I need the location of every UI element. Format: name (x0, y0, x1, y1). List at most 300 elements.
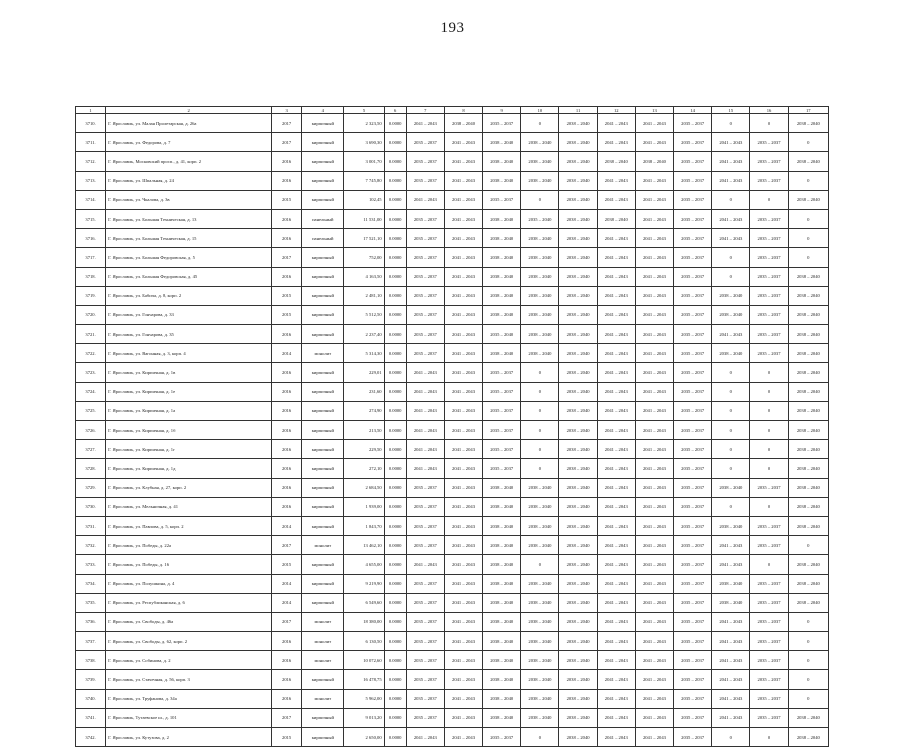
table-cell: 2041 – 2043 (635, 440, 673, 459)
table-cell: Г. Ярославль, ул. Кирпичная, д. 1е (106, 382, 272, 401)
table-cell: 3731. (76, 516, 106, 535)
table-cell: 2038 – 2040 (483, 305, 521, 324)
table-cell: 2038 – 2040 (483, 574, 521, 593)
table-cell: 2041 – 2043 (406, 190, 444, 209)
table-cell: 2041 – 2043 (444, 421, 482, 440)
table-cell: 2041 – 2043 (406, 382, 444, 401)
table-cell: 2041 – 2043 (444, 478, 482, 497)
table-cell: кирпичный (302, 421, 344, 440)
table-cell: 2041 – 2043 (635, 209, 673, 228)
table-cell: Г. Ярославль, ул. Большая Федоровская, д. 45 (106, 267, 272, 286)
table-cell: 2035 – 2037 (674, 555, 712, 574)
table-cell: кирпичный (302, 286, 344, 305)
table-cell: 2035 – 2037 (750, 670, 788, 689)
table-cell: Г. Ярославль, ул. Чкалова, д. 3в (106, 190, 272, 209)
table-cell: 2038 – 2040 (483, 632, 521, 651)
table-cell: 2038 – 2040 (712, 305, 750, 324)
table-cell: 2041 – 2043 (444, 248, 482, 267)
table-cell: 3738. (76, 651, 106, 670)
table-cell: 2041 – 2043 (597, 382, 635, 401)
table-cell: 2035 – 2037 (483, 421, 521, 440)
table-cell: 2041 – 2043 (635, 670, 673, 689)
table-cell: 2041 – 2043 (597, 708, 635, 727)
table-cell: 1 939,00 (344, 497, 384, 516)
table-cell: 2038 – 2040 (788, 459, 828, 478)
table-cell: 2038 – 2040 (788, 728, 828, 747)
table-cell: 0 (712, 728, 750, 747)
table-cell: 2035 – 2040 (521, 209, 559, 228)
table-cell: 2035 – 2037 (406, 593, 444, 612)
table-cell: 2035 – 2037 (406, 651, 444, 670)
table-cell: 2038 – 2040 (521, 267, 559, 286)
table-cell: кирпичный (302, 325, 344, 344)
table-row (76, 593, 829, 612)
table-cell: 2038 – 2040 (559, 728, 597, 747)
table-cell: 2016 (272, 325, 302, 344)
table-cell: 2041 – 2043 (444, 382, 482, 401)
table-cell: 2041 – 2043 (444, 708, 482, 727)
table-cell: 2035 – 2037 (750, 152, 788, 171)
table-cell: 5 512,50 (344, 305, 384, 324)
table-cell: 3730. (76, 497, 106, 516)
table-cell: Г. Ярославль, ул. Свободы, д. 46а (106, 612, 272, 631)
table-cell: 2041 – 2043 (444, 190, 482, 209)
table-cell: 2041 – 2043 (597, 516, 635, 535)
table-cell: 9 219,90 (344, 574, 384, 593)
column-header: 15 (712, 107, 750, 114)
table-cell: 2038 – 2040 (521, 478, 559, 497)
table-row (76, 305, 829, 324)
table-cell: 2035 – 2037 (406, 670, 444, 689)
table-cell: 2041 – 2043 (635, 555, 673, 574)
table-cell: 2038 – 2040 (483, 651, 521, 670)
table-cell: Г. Ярославль, ул. Труфанова, д. 34а (106, 689, 272, 708)
table-cell: 2041 – 2043 (635, 708, 673, 727)
table-cell: 0 (750, 363, 788, 382)
table-cell: 2038 – 2040 (712, 516, 750, 535)
table-cell: 2041 – 2043 (444, 497, 482, 516)
table-cell: 2041 – 2043 (712, 171, 750, 190)
table-cell: 2016 (272, 401, 302, 420)
table-cell: 2041 – 2043 (444, 152, 482, 171)
table-cell: 2035 – 2037 (750, 133, 788, 152)
table-row (76, 190, 829, 209)
table-cell: 2041 – 2043 (597, 229, 635, 248)
table-cell: 229,50 (344, 440, 384, 459)
table-cell: 2035 – 2037 (674, 267, 712, 286)
table-row (76, 382, 829, 401)
table-cell: 3741. (76, 708, 106, 727)
column-header: 17 (788, 107, 828, 114)
table-cell: 2038 – 2040 (559, 536, 597, 555)
table-cell: 0 (712, 401, 750, 420)
table-cell: 2035 – 2037 (406, 305, 444, 324)
table-cell: 0 (712, 363, 750, 382)
table-cell: 2014 (272, 574, 302, 593)
table-cell: 0.0000 (384, 651, 406, 670)
table-cell: 2 650,00 (344, 728, 384, 747)
table-cell: 2038 – 2040 (559, 286, 597, 305)
table-cell: 2041 – 2043 (444, 574, 482, 593)
table-cell: 2041 – 2043 (597, 689, 635, 708)
table-cell: 2041 – 2043 (444, 363, 482, 382)
table-cell: 2 481,10 (344, 286, 384, 305)
table-cell: 2038 – 2040 (444, 114, 482, 133)
table-cell: 2041 – 2043 (444, 325, 482, 344)
table-cell: 2041 – 2043 (597, 536, 635, 555)
column-header: 10 (521, 107, 559, 114)
table-cell: 2038 – 2040 (788, 382, 828, 401)
table-cell: 2035 – 2037 (750, 229, 788, 248)
table-cell: 2035 – 2037 (674, 516, 712, 535)
table-cell: 2016 (272, 459, 302, 478)
table-cell: 2038 – 2040 (788, 325, 828, 344)
table-cell: кирпичный (302, 171, 344, 190)
table-row (76, 209, 829, 228)
table-cell: 2041 – 2043 (635, 190, 673, 209)
table-cell: 2035 – 2037 (483, 459, 521, 478)
table-cell: 2038 – 2040 (483, 478, 521, 497)
table-cell: 274,90 (344, 401, 384, 420)
table-cell: 2041 – 2043 (444, 229, 482, 248)
table-cell: 2035 – 2037 (674, 612, 712, 631)
table-cell: 2038 – 2040 (483, 708, 521, 727)
table-cell: 2041 – 2043 (712, 689, 750, 708)
table-cell: 2038 – 2040 (597, 152, 635, 171)
table-cell: 5 962,00 (344, 689, 384, 708)
table-cell: кирпичный (302, 728, 344, 747)
table-cell: Г. Ярославль, ул. Клубная, д. 27, корп. 2 (106, 478, 272, 497)
table-cell: 6 549,60 (344, 593, 384, 612)
table-cell: 2035 – 2037 (674, 478, 712, 497)
table-cell: 2038 – 2040 (559, 593, 597, 612)
table-row (76, 152, 829, 171)
table-cell: 2041 – 2043 (635, 229, 673, 248)
table-cell: 2035 – 2037 (674, 574, 712, 593)
table-cell: 2038 – 2040 (559, 708, 597, 727)
table-cell: 2038 – 2040 (559, 440, 597, 459)
table-cell: 2041 – 2043 (597, 171, 635, 190)
table-cell: 2038 – 2040 (788, 152, 828, 171)
table-cell: Г. Ярославль, ул. Кирпичная, д. 1д (106, 459, 272, 478)
table-cell: 6 130,50 (344, 632, 384, 651)
table-cell: 3726. (76, 421, 106, 440)
table-cell: 2038 – 2040 (559, 612, 597, 631)
table-cell: 2041 – 2043 (444, 516, 482, 535)
table-row (76, 612, 829, 631)
table-row (76, 344, 829, 363)
table-cell: 0 (521, 555, 559, 574)
table-cell: 2035 – 2037 (483, 190, 521, 209)
table-header-row (76, 107, 829, 114)
table-cell: 2038 – 2040 (483, 516, 521, 535)
table-cell: 2041 – 2043 (635, 593, 673, 612)
table-cell: 3712. (76, 152, 106, 171)
table-cell: Г. Ярославль, ул. Шпальная, д. 24 (106, 171, 272, 190)
table-cell: 2041 – 2043 (635, 248, 673, 267)
table-cell: 2041 – 2043 (444, 632, 482, 651)
table-cell: 0.0000 (384, 440, 406, 459)
table-row (76, 555, 829, 574)
table-cell: 2035 – 2037 (674, 401, 712, 420)
table-cell: кирпичный (302, 516, 344, 535)
table-cell: Г. Ярославль, ул. Павлова, д. 5, корп. 2 (106, 516, 272, 535)
table-cell: 2041 – 2043 (597, 459, 635, 478)
table-cell: 229,01 (344, 363, 384, 382)
table-cell: 3729. (76, 478, 106, 497)
table-cell: 2035 – 2037 (674, 536, 712, 555)
table-cell: 2038 – 2040 (788, 555, 828, 574)
column-header: 7 (406, 107, 444, 114)
table-cell: 2041 – 2043 (406, 114, 444, 133)
table-cell: 2041 – 2043 (406, 728, 444, 747)
table-cell: панельный (302, 229, 344, 248)
table-cell: 2041 – 2043 (635, 612, 673, 631)
table-cell: 2041 – 2043 (444, 593, 482, 612)
table-cell: 2038 – 2040 (521, 248, 559, 267)
table-cell: 2038 – 2040 (521, 171, 559, 190)
table-cell: 2041 – 2043 (635, 267, 673, 286)
table-cell: 0 (750, 421, 788, 440)
table-cell: 213,50 (344, 421, 384, 440)
table-cell: 2041 – 2043 (597, 632, 635, 651)
table-cell: 3737. (76, 632, 106, 651)
table-cell: 2035 – 2037 (750, 632, 788, 651)
table-cell: 2041 – 2043 (597, 440, 635, 459)
table-cell: 2041 – 2043 (635, 459, 673, 478)
table-cell: 2041 – 2043 (635, 344, 673, 363)
table-cell: 2016 (272, 497, 302, 516)
table-cell: 0 (750, 114, 788, 133)
table-cell: 0 (750, 497, 788, 516)
table-cell: 2041 – 2043 (635, 325, 673, 344)
table-cell: 2038 – 2040 (559, 651, 597, 670)
table-cell: 2038 – 2040 (483, 209, 521, 228)
table-cell: 0 (521, 363, 559, 382)
table-cell: 2038 – 2040 (788, 574, 828, 593)
table-cell: 2035 – 2037 (406, 267, 444, 286)
table-cell: 5 314,30 (344, 344, 384, 363)
table-cell: 2041 – 2043 (444, 689, 482, 708)
table-cell: кирпичный (302, 401, 344, 420)
table-cell: 2038 – 2040 (521, 286, 559, 305)
table-cell: 0.0000 (384, 305, 406, 324)
table-cell: 2038 – 2040 (521, 574, 559, 593)
table-cell: 2041 – 2043 (635, 171, 673, 190)
table-row (76, 574, 829, 593)
table-cell: 2041 – 2043 (712, 670, 750, 689)
table-cell: 231,60 (344, 382, 384, 401)
table-cell: 0.0000 (384, 632, 406, 651)
table-cell: Г. Ярославль, ул. Федорова, д. 7 (106, 133, 272, 152)
table-cell: 13 462,10 (344, 536, 384, 555)
table-cell: 2038 – 2040 (712, 574, 750, 593)
table-cell: 2041 – 2043 (597, 248, 635, 267)
table-cell: 2041 – 2043 (444, 171, 482, 190)
table-cell: 0.0000 (384, 152, 406, 171)
table-cell: 0 (521, 440, 559, 459)
table-cell: 2041 – 2043 (635, 363, 673, 382)
table-cell: 3 001,70 (344, 152, 384, 171)
table-cell: 2035 – 2037 (750, 209, 788, 228)
table-cell: кирпичный (302, 190, 344, 209)
table-cell: 0 (750, 190, 788, 209)
table-cell: 2041 – 2043 (444, 344, 482, 363)
table-cell: 17 521,10 (344, 229, 384, 248)
table-cell: Г. Ярославль, ул. Победы, д. 16 (106, 555, 272, 574)
table-cell: 2041 – 2043 (712, 325, 750, 344)
table-cell: 0 (750, 728, 788, 747)
table-cell: 2016 (272, 478, 302, 497)
table-row (76, 363, 829, 382)
table-cell: кирпичный (302, 708, 344, 727)
table-cell: 2035 – 2037 (674, 728, 712, 747)
table-cell: 3718. (76, 267, 106, 286)
table-cell: 2038 – 2040 (559, 574, 597, 593)
table-cell: 2041 – 2043 (712, 708, 750, 727)
table-cell: монолит (302, 632, 344, 651)
table-cell: 2038 – 2040 (788, 478, 828, 497)
table-cell: 0.0000 (384, 325, 406, 344)
table-cell: 2038 – 2040 (483, 286, 521, 305)
table-cell: 2041 – 2043 (597, 555, 635, 574)
table-cell: 2038 – 2040 (788, 305, 828, 324)
table-cell: 0 (521, 401, 559, 420)
table-cell: 0.0000 (384, 267, 406, 286)
table-cell: 2041 – 2043 (444, 401, 482, 420)
table-cell: 3721. (76, 325, 106, 344)
table-cell: 2038 – 2040 (483, 229, 521, 248)
column-header: 5 (344, 107, 384, 114)
table-cell: монолит (302, 536, 344, 555)
table-cell: 18 380,00 (344, 612, 384, 631)
table-cell: 2038 – 2040 (521, 670, 559, 689)
table-cell: 2038 – 2040 (635, 152, 673, 171)
table-cell: 0.0000 (384, 421, 406, 440)
table-cell: 2035 – 2037 (483, 440, 521, 459)
table-cell: 2041 – 2043 (597, 497, 635, 516)
table-cell: 2038 – 2040 (559, 497, 597, 516)
table-cell: 2038 – 2040 (559, 516, 597, 535)
table-cell: 2035 – 2037 (674, 689, 712, 708)
table-cell: 2035 – 2037 (406, 286, 444, 305)
table-cell: 2038 – 2040 (712, 593, 750, 612)
table-cell: 2041 – 2043 (635, 536, 673, 555)
table-cell: 16 478,75 (344, 670, 384, 689)
table-cell: 2035 – 2037 (674, 325, 712, 344)
table-cell: Г. Ярославль, ул. Кутузова, д. 2 (106, 728, 272, 747)
table-cell: 2038 – 2040 (483, 497, 521, 516)
table-cell: 0 (521, 728, 559, 747)
table-cell: 2041 – 2043 (444, 267, 482, 286)
table-cell: 0 (712, 267, 750, 286)
column-header: 12 (597, 107, 635, 114)
table-row (76, 421, 829, 440)
table-cell: кирпичный (302, 152, 344, 171)
table-cell: 2041 – 2043 (406, 459, 444, 478)
table-cell: 3719. (76, 286, 106, 305)
table-cell: 2038 – 2040 (521, 516, 559, 535)
table-cell: 0 (712, 114, 750, 133)
table-row (76, 670, 829, 689)
table-cell: 2041 – 2043 (712, 555, 750, 574)
table-cell: кирпичный (302, 248, 344, 267)
table-cell: 3735. (76, 593, 106, 612)
table-cell: 2041 – 2043 (597, 363, 635, 382)
table-cell: 2038 – 2040 (483, 536, 521, 555)
table-cell: 2035 – 2037 (750, 325, 788, 344)
table-cell: 2038 – 2040 (788, 267, 828, 286)
table-cell: 2035 – 2037 (674, 708, 712, 727)
table-cell: 0.0000 (384, 382, 406, 401)
table-cell: 2041 – 2043 (444, 133, 482, 152)
table-cell: 2035 – 2037 (750, 344, 788, 363)
table-cell: 0 (712, 440, 750, 459)
table-cell: 0 (712, 459, 750, 478)
table-cell: 2035 – 2037 (674, 459, 712, 478)
table-cell: 0.0000 (384, 344, 406, 363)
table-cell: кирпичный (302, 440, 344, 459)
table-cell: 0 (712, 421, 750, 440)
table-cell: 2035 – 2037 (674, 209, 712, 228)
table-cell: 0.0000 (384, 574, 406, 593)
table-cell: Г. Ярославль, ул. Кирпичная, д. 1а (106, 401, 272, 420)
table-cell: кирпичный (302, 305, 344, 324)
table-cell: 2035 – 2037 (406, 152, 444, 171)
table-cell: 2041 – 2043 (597, 574, 635, 593)
table-cell: Г. Ярославль, Тутаевское ш., д. 101 (106, 708, 272, 727)
table-cell: 2035 – 2037 (406, 209, 444, 228)
table-cell: 272,10 (344, 459, 384, 478)
column-header: 11 (559, 107, 597, 114)
table-cell: 2041 – 2043 (635, 632, 673, 651)
column-header: 13 (635, 107, 673, 114)
column-header: 1 (76, 107, 106, 114)
table-cell: 3722. (76, 344, 106, 363)
table-cell: 2035 – 2037 (406, 248, 444, 267)
table-cell: 2035 – 2037 (406, 574, 444, 593)
table-cell: 2038 – 2040 (559, 459, 597, 478)
table-cell: 2041 – 2043 (597, 286, 635, 305)
table-cell: 2 323,50 (344, 114, 384, 133)
table-cell: 2038 – 2040 (521, 593, 559, 612)
table-cell: 7 745,80 (344, 171, 384, 190)
table-cell: 0.0000 (384, 689, 406, 708)
table-cell: Г. Ярославль, Московский просп., д. 41, корп. 2 (106, 152, 272, 171)
table-cell: 2041 – 2043 (635, 478, 673, 497)
table-cell: 2041 – 2043 (597, 344, 635, 363)
table-cell: кирпичный (302, 555, 344, 574)
table-cell: 2035 – 2037 (406, 497, 444, 516)
table-cell: 2035 – 2037 (406, 516, 444, 535)
table-cell: 2038 – 2040 (788, 516, 828, 535)
table-cell: кирпичный (302, 382, 344, 401)
table-row (76, 459, 829, 478)
table-cell: 2016 (272, 152, 302, 171)
table-cell: Г. Ярославль, ул. Республиканская, д. 6 (106, 593, 272, 612)
table-cell: 2038 – 2040 (521, 689, 559, 708)
table-cell: 0.0000 (384, 708, 406, 727)
table-cell: кирпичный (302, 497, 344, 516)
table-cell: 2038 – 2040 (521, 497, 559, 516)
column-header: 9 (483, 107, 521, 114)
table-cell: 2016 (272, 209, 302, 228)
table-cell: 0.0000 (384, 593, 406, 612)
table-cell: Г. Ярославль, ул. Кирпичная, д. 1б (106, 421, 272, 440)
table-cell: 0 (788, 209, 828, 228)
table-cell: 2041 – 2043 (635, 305, 673, 324)
table-cell: Г. Ярославль, ул. Кирпичная, д. 1в (106, 363, 272, 382)
